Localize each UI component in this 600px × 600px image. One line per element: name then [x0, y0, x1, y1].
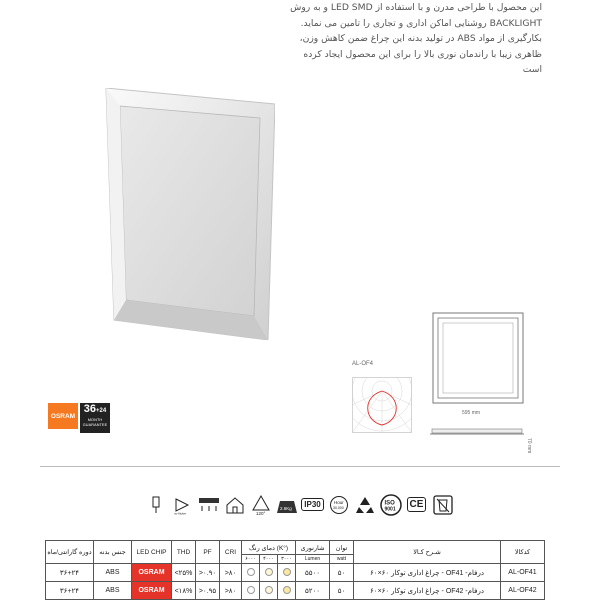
cct-cool-cell	[242, 582, 260, 600]
cool-light-dot	[247, 568, 255, 576]
table-row	[46, 564, 545, 582]
code-header: کدکالا	[501, 541, 545, 564]
cri-cell: >۸۰	[220, 564, 242, 582]
chip-cell: OSRAM	[132, 582, 172, 600]
spec-table	[45, 540, 545, 600]
body-cell: ABS	[94, 582, 132, 600]
thd-cell: <۲۵%	[172, 564, 196, 582]
warm-light-dot	[283, 568, 291, 576]
code-cell: AL-OF42	[501, 582, 545, 600]
description-line: است	[522, 64, 542, 75]
svg-text:Hour: Hour	[333, 499, 344, 505]
height-dimension: 70 mm	[526, 438, 532, 454]
model-label: AL-OF4	[352, 361, 374, 367]
lumen-header: شارنوری	[296, 541, 330, 555]
guarantee-badge	[80, 403, 110, 433]
warranty-cell: ۳۶+۲۴	[46, 582, 94, 600]
cct-warm-cell	[278, 582, 296, 600]
iso-icon	[379, 492, 402, 517]
guarantee-months: 36	[83, 403, 97, 415]
power-cell: ۵۰	[330, 582, 354, 600]
indoor-icon	[223, 492, 246, 517]
description-line: بکارگیری از مواد ABS در تولید بدنه این چراغ ضمن کاهش وزن،	[299, 33, 542, 44]
surface-mount-icon	[197, 492, 220, 517]
svg-text:no-flicker: no-flicker	[173, 511, 186, 515]
code-cell: AL-OF41	[501, 564, 545, 582]
section-divider	[40, 466, 560, 467]
body-cell: ABS	[94, 564, 132, 582]
svg-text:ISO: ISO	[384, 500, 395, 506]
cct-6000: ۶۰۰۰	[242, 555, 260, 564]
product-description	[282, 0, 542, 78]
cri-cell: >۸۰	[220, 582, 242, 600]
svg-text:9001: 9001	[384, 506, 396, 512]
warranty-header: دوره گارانتی/ماه	[46, 541, 94, 564]
warm-light-dot	[283, 586, 291, 594]
side-view-drawing	[430, 426, 524, 438]
driver-icon	[145, 492, 168, 517]
ip-rating-icon: IP30	[301, 492, 324, 517]
cct-cool-cell	[242, 564, 260, 582]
svg-text:2.6Kg: 2.6Kg	[279, 505, 292, 511]
desc-header: شـرح کـالا	[354, 541, 501, 564]
cct-neutral-cell	[260, 582, 278, 600]
warranty-cell: ۳۶+۲۴	[46, 564, 94, 582]
chip-header: LED CHIP	[132, 541, 172, 564]
weight-icon	[275, 492, 298, 517]
cct-3000: ۳۰۰۰	[278, 555, 296, 564]
guarantee-extra: +24	[96, 408, 107, 414]
ce-icon: CE	[405, 492, 428, 517]
lifetime-icon	[327, 492, 350, 517]
description-line: BACKLIGHT روشنایی اماکن اداری و تجاری را تامین می نماید.	[300, 17, 542, 29]
recycle-icon	[353, 492, 376, 517]
cct-warm-cell	[278, 564, 296, 582]
rohs-icon	[431, 492, 454, 517]
lumen-cell: ۵۲۰۰	[296, 582, 330, 600]
guarantee-line2: GUARANTEE	[82, 423, 108, 427]
polar-diagram	[352, 377, 412, 433]
guarantee-line1: MONTH	[87, 418, 103, 422]
pf-cell: >۰.۹۰	[196, 564, 220, 582]
pf-header: PF	[196, 541, 220, 564]
cct-header: دمای رنگ (K°)	[242, 541, 296, 555]
body-header: جنس بدنه	[94, 541, 132, 564]
power-header: توان	[330, 541, 354, 555]
desc-cell: درفام- OF42 - چراغ اداری توکار ۶۰×۶۰	[354, 582, 501, 600]
chip-cell: OSRAM	[132, 564, 172, 582]
product-panel-image	[100, 88, 275, 340]
no-flicker-icon	[171, 492, 194, 517]
cri-header: CRI	[220, 541, 242, 564]
pf-cell: >۰.۹۵	[196, 582, 220, 600]
width-dimension: 595 mm	[462, 410, 481, 416]
front-view-drawing	[432, 312, 524, 404]
power-unit: watt	[330, 555, 354, 564]
desc-cell: درفام- OF41 - چراغ اداری توکار ۶۰×۶۰	[354, 564, 501, 582]
cct-neutral-cell	[260, 564, 278, 582]
svg-text:120°: 120°	[255, 510, 265, 516]
cool-light-dot	[247, 586, 255, 594]
svg-text:30,000: 30,000	[332, 505, 344, 510]
description-line: ظاهری زیبا با راندمان نوری بالا را برای این محصول ایجاد کرده	[303, 48, 542, 60]
feature-icons	[145, 492, 454, 522]
beam-angle-icon	[249, 492, 272, 517]
lumen-unit: Lumen	[296, 555, 330, 564]
neutral-light-dot	[265, 568, 273, 576]
osram-logo: OSRAM	[48, 403, 78, 429]
cct-4000: ۴۰۰۰	[260, 555, 278, 564]
thd-header: THD	[172, 541, 196, 564]
table-row	[46, 582, 545, 600]
power-cell: ۵۰	[330, 564, 354, 582]
lumen-cell: ۵۵۰۰	[296, 564, 330, 582]
description-line: این محصول با طراحی مدرن و با استفاده از LED SMD و به روش	[290, 2, 542, 13]
thd-cell: <۱۸%	[172, 582, 196, 600]
neutral-light-dot	[265, 586, 273, 594]
